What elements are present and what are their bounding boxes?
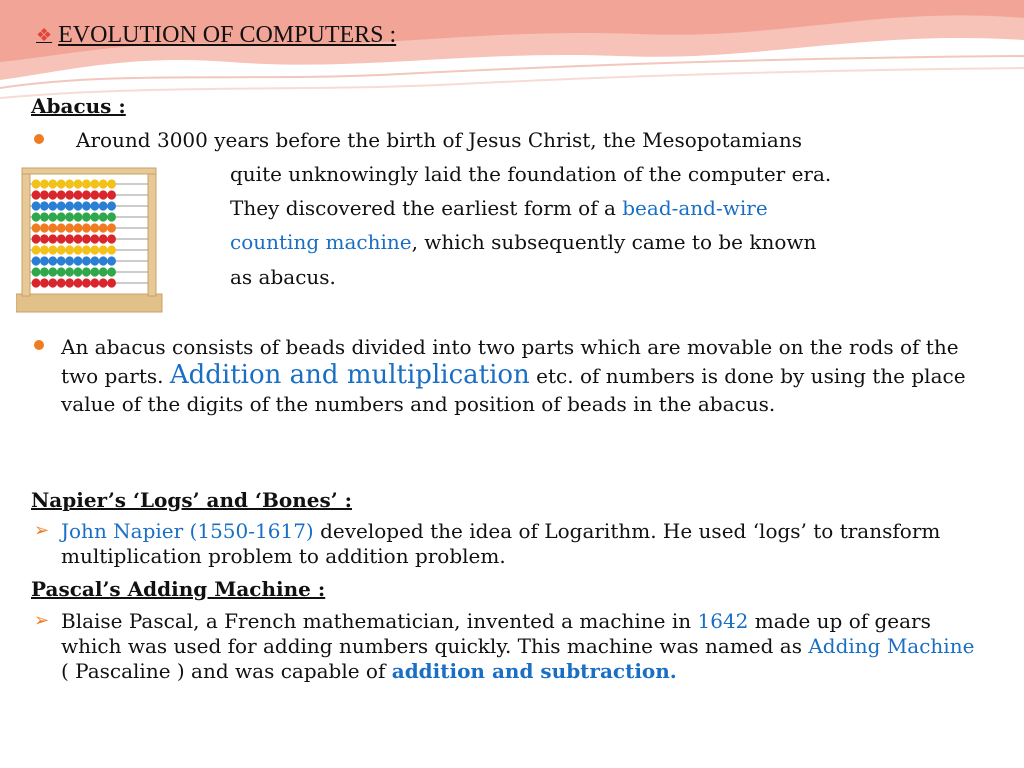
- abacus-bead: [74, 256, 83, 265]
- abacus-bead: [48, 223, 57, 232]
- abacus-bead: [32, 245, 41, 254]
- abacus-bead: [90, 201, 99, 210]
- abacus-bead: [48, 234, 57, 243]
- abacus-bead: [40, 212, 49, 221]
- abacus-bead: [107, 179, 116, 188]
- abacus-bead: [82, 267, 91, 276]
- abacus-heading: Abacus :: [31, 94, 126, 118]
- abacus-bead: [57, 201, 66, 210]
- abacus-bead: [48, 256, 57, 265]
- abacus-bead: [32, 223, 41, 232]
- abacus-bead: [74, 190, 83, 199]
- bullet-dot-icon: [34, 340, 44, 350]
- abacus-bead: [32, 256, 41, 265]
- pascal-text-1: Blaise Pascal, a French mathematician, invented a machine in: [61, 609, 698, 633]
- abacus-bead: [32, 278, 41, 287]
- abacus-image: [16, 166, 166, 316]
- abacus-bead: [82, 223, 91, 232]
- abacus-bead: [99, 223, 108, 232]
- abacus-bead: [40, 256, 49, 265]
- abacus-bead: [65, 212, 74, 221]
- abacus-point1-line5: as abacus.: [230, 265, 336, 289]
- abacus-bead: [90, 278, 99, 287]
- pascal-text-3: ( Pascaline ) and was capable of: [61, 659, 392, 683]
- abacus-bead: [40, 223, 49, 232]
- abacus-bead: [107, 234, 116, 243]
- napier-heading: Napier’s ‘Logs’ and ‘Bones’ :: [31, 488, 353, 512]
- abacus-bead: [65, 179, 74, 188]
- abacus-bead: [99, 256, 108, 265]
- abacus-bead: [82, 179, 91, 188]
- abacus-bead: [40, 190, 49, 199]
- arrow-bullet-icon: ➢: [34, 520, 50, 541]
- bullet-dot-icon: [34, 134, 44, 144]
- abacus-bead: [32, 179, 41, 188]
- abacus-point1-line4: [230, 230, 1010, 255]
- abacus-bead: [74, 179, 83, 188]
- abacus-bead: [107, 223, 116, 232]
- pascal-text-2: made up of gears which was used for adding numbers quickly. This machine was named as: [61, 609, 931, 658]
- abacus-bead: [82, 278, 91, 287]
- page-title-text: EVOLUTION OF COMPUTERS :: [58, 22, 397, 48]
- abacus-bead: [82, 212, 91, 221]
- page-title: [36, 22, 396, 49]
- abacus-bead: [90, 223, 99, 232]
- abacus-bead: [57, 234, 66, 243]
- abacus-bead: [48, 278, 57, 287]
- abacus-bead: [65, 190, 74, 199]
- abacus-bead: [90, 190, 99, 199]
- abacus-point1-line2: quite unknowingly laid the foundation of the computer era.: [230, 162, 832, 186]
- abacus-bead: [32, 267, 41, 276]
- bead-and-wire-link: bead-and-wire: [622, 196, 768, 220]
- abacus-bead: [90, 234, 99, 243]
- abacus-point1-line4-text: , which subsequently came to be known: [411, 230, 817, 254]
- abacus-bead: [82, 190, 91, 199]
- abacus-bead: [107, 212, 116, 221]
- abacus-bead: [57, 267, 66, 276]
- abacus-bead: [99, 212, 108, 221]
- abacus-bead: [57, 190, 66, 199]
- abacus-bead: [107, 278, 116, 287]
- abacus-bead: [82, 201, 91, 210]
- abacus-bead: [48, 212, 57, 221]
- abacus-bead: [99, 234, 108, 243]
- abacus-point1-line3: [230, 196, 1010, 221]
- abacus-bead: [40, 179, 49, 188]
- abacus-point1-line1: Around 3000 years before the birth of Jesus Christ, the Mesopotamians: [76, 128, 802, 152]
- abacus-bead: [99, 267, 108, 276]
- abacus-bead: [82, 234, 91, 243]
- counting-machine-link: counting machine: [230, 230, 412, 254]
- abacus-bead: [32, 212, 41, 221]
- abacus-bead: [65, 223, 74, 232]
- abacus-bead: [99, 201, 108, 210]
- abacus-bead: [40, 245, 49, 254]
- abacus-bead: [90, 212, 99, 221]
- abacus-bead: [65, 201, 74, 210]
- abacus-bead: [107, 267, 116, 276]
- abacus-bead: [32, 190, 41, 199]
- abacus-bead: [99, 278, 108, 287]
- abacus-bead: [107, 190, 116, 199]
- abacus-point2-text: An abacus consists of beads divided into two parts which are movable on the rods of the two parts.: [61, 335, 959, 388]
- abacus-bead: [65, 245, 74, 254]
- abacus-bead: [99, 190, 108, 199]
- abacus-bead: [82, 245, 91, 254]
- abacus-bead: [82, 256, 91, 265]
- adding-machine-highlight: Adding Machine: [808, 634, 975, 658]
- pascal-paragraph: [61, 609, 986, 684]
- abacus-bead: [48, 245, 57, 254]
- addition-subtraction-highlight: addition and subtraction.: [391, 659, 677, 683]
- abacus-bead: [74, 223, 83, 232]
- john-napier-highlight: John Napier (1550-1617): [61, 519, 314, 543]
- abacus-bead: [74, 201, 83, 210]
- pascal-heading: Pascal’s Adding Machine :: [31, 577, 326, 601]
- abacus-bead: [65, 267, 74, 276]
- abacus-bead: [32, 234, 41, 243]
- abacus-bead: [48, 190, 57, 199]
- abacus-bead: [90, 267, 99, 276]
- abacus-bead: [40, 234, 49, 243]
- abacus-bead: [40, 278, 49, 287]
- abacus-bead: [57, 256, 66, 265]
- header-wave-decoration: [0, 0, 1024, 120]
- abacus-bead: [57, 179, 66, 188]
- pascal-year-highlight: 1642: [697, 609, 749, 633]
- abacus-bead: [74, 267, 83, 276]
- abacus-bead: [48, 201, 57, 210]
- abacus-bead: [74, 245, 83, 254]
- abacus-bead: [57, 278, 66, 287]
- napier-paragraph: [61, 519, 961, 569]
- abacus-bead: [90, 256, 99, 265]
- arrow-bullet-icon: ➢: [34, 610, 50, 631]
- abacus-bead: [99, 179, 108, 188]
- addition-multiplication-highlight: Addition and multiplication: [169, 360, 530, 390]
- abacus-bead: [74, 212, 83, 221]
- abacus-bead: [57, 245, 66, 254]
- abacus-point1-line3-text: They discovered the earliest form of a: [230, 196, 623, 220]
- abacus-bead: [74, 278, 83, 287]
- abacus-bead: [90, 245, 99, 254]
- napier-text: developed the idea of Logarithm. He used ‘logs’ to transform multiplication problem to addition problem.: [61, 519, 941, 568]
- diamond-bullet-icon: ❖: [36, 25, 53, 45]
- abacus-bead: [99, 245, 108, 254]
- abacus-bead: [32, 201, 41, 210]
- abacus-bead: [65, 234, 74, 243]
- abacus-bead: [90, 179, 99, 188]
- abacus-bead: [57, 212, 66, 221]
- abacus-point2: [61, 333, 1001, 418]
- abacus-bead: [40, 267, 49, 276]
- abacus-bead: [48, 267, 57, 276]
- abacus-bead: [107, 201, 116, 210]
- abacus-bead: [57, 223, 66, 232]
- abacus-bead: [107, 245, 116, 254]
- abacus-bead: [65, 256, 74, 265]
- abacus-point2-text-end: etc. of numbers is done by using the place value of the digits of the numbers and position of beads in the abacus.: [61, 364, 966, 416]
- abacus-bead: [65, 278, 74, 287]
- abacus-bead: [48, 179, 57, 188]
- abacus-bead: [74, 234, 83, 243]
- abacus-bead: [107, 256, 116, 265]
- abacus-bead: [40, 201, 49, 210]
